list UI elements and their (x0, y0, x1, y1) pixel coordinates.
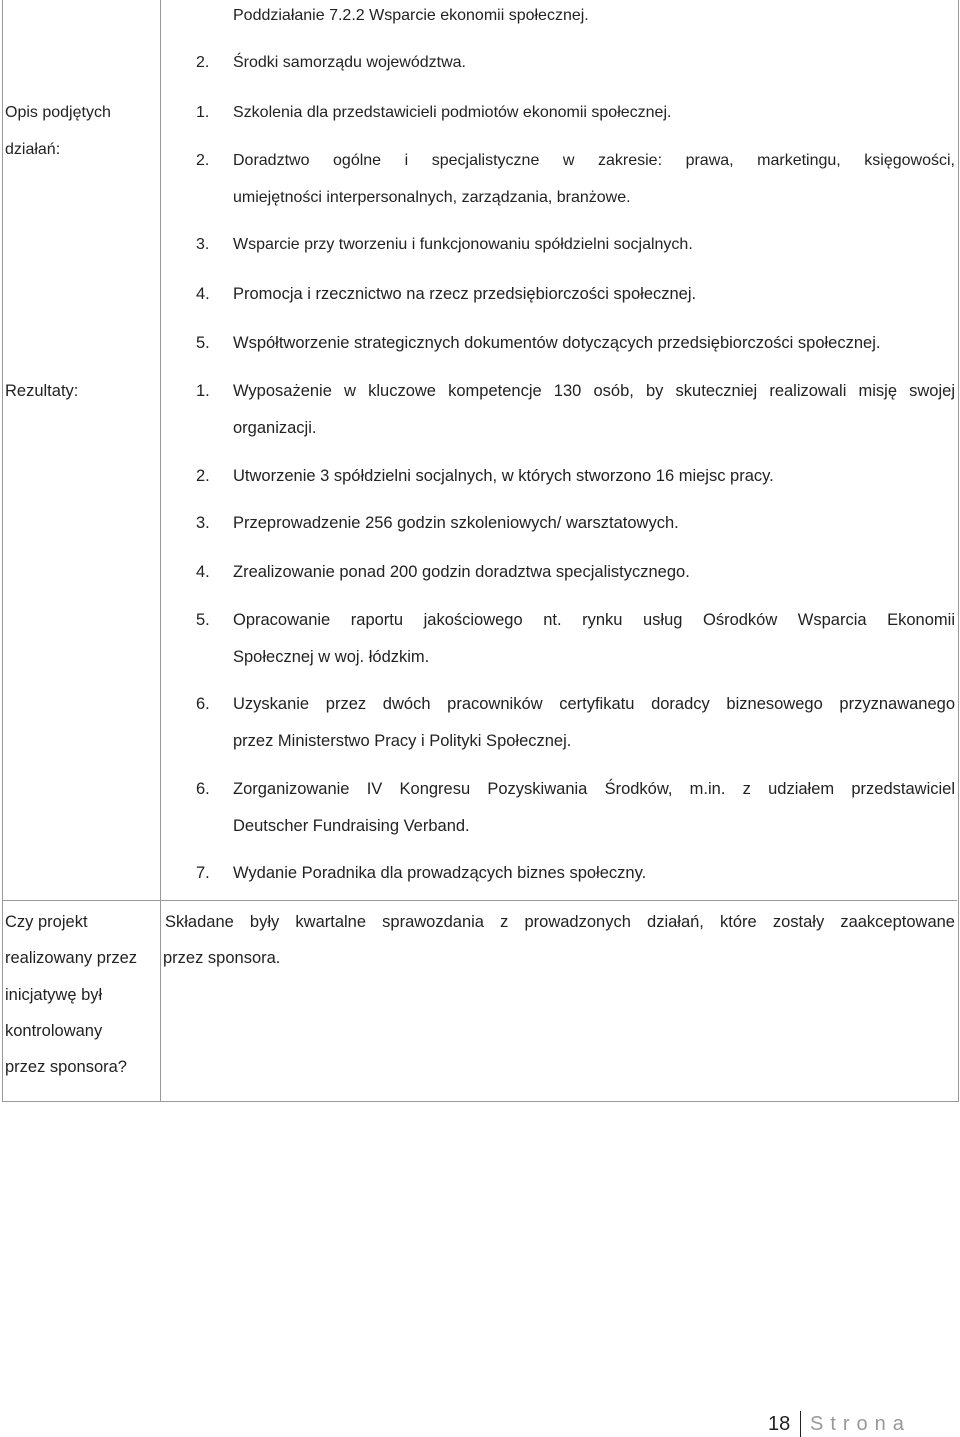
list-item-text: Promocja i rzecznictwo na rzecz przedsiębiorczości społecznej. (233, 285, 697, 303)
section-label-opis: Opis podjętych (5, 104, 111, 121)
section-label-kontrola: Czy projekt (5, 913, 88, 931)
list-number: 4. (196, 563, 210, 581)
list-item-text: Opracowanie raportu jakościowego nt. rynku usług Ośrodków Wsparcia Ekonomii (233, 611, 955, 629)
column-divider-lower (160, 900, 161, 1101)
list-item-text: Szkolenia dla przedstawicieli podmiotów ekonomii społecznej. (233, 104, 672, 121)
list-number: 5. (196, 611, 210, 629)
list-number: 1. (196, 382, 210, 400)
list-number: 4. (196, 285, 210, 303)
list-item-text: Środki samorządu województwa. (233, 54, 466, 71)
list-item-text: Wyposażenie w kluczowe kompetencje 130 osób, by skuteczniej realizowali misję swojej (233, 382, 955, 400)
list-number: 3. (196, 514, 210, 532)
list-number: 5. (196, 334, 210, 352)
section-label-kontrola-line: realizowany przez (5, 949, 138, 967)
list-number: 6. (196, 780, 210, 798)
list-item-text: Przeprowadzenie 256 godzin szkoleniowych/ warsztatowych. (233, 514, 679, 532)
list-item-text: Wydanie Poradnika dla prowadzących biznes społeczny. (233, 864, 647, 882)
page-label: Strona (810, 1413, 911, 1435)
list-item-text: Zrealizowanie ponad 200 godzin doradztwa specjalistycznego. (233, 563, 690, 581)
row-divider-kontrola (2, 900, 957, 901)
list-item-text-cont: przez Ministerstwo Pracy i Polityki Społecznej. (233, 732, 572, 750)
list-number: 1. (196, 104, 210, 121)
section-label-kontrola-line: przez sponsora? (5, 1058, 127, 1076)
list-item-text-cont: organizacji. (233, 419, 317, 437)
kontrola-text: Składane były kwartalne sprawozdania z prowadzonych działań, które zostały zaakceptowane (165, 913, 955, 931)
list-item-text-cont: Społecznej w woj. łódzkim. (233, 648, 430, 666)
section-label-kontrola-line: kontrolowany (5, 1022, 103, 1040)
list-item-text: Utworzenie 3 spółdzielni socjalnych, w których stworzono 16 miejsc pracy. (233, 467, 774, 485)
page-number: 18 (768, 1413, 791, 1435)
column-divider-upper (160, 0, 161, 900)
list-item-text-cont: umiejętności interpersonalnych, zarządzania, branżowe. (233, 189, 631, 206)
list-number: 2. (196, 54, 210, 71)
page-number-separator (800, 1411, 801, 1437)
list-number: 2. (196, 467, 210, 485)
list-item-text: Doradztwo ogólne i specjalistyczne w zakresie: prawa, marketingu, księgowości, (233, 152, 955, 169)
list-item-text: Uzyskanie przez dwóch pracowników certyfikatu doradcy biznesowego przyznawanego (233, 695, 955, 713)
section-label-rezultaty: Rezultaty: (5, 382, 79, 400)
list-number: 6. (196, 695, 210, 713)
subaction-text: Poddziałanie 7.2.2 Wsparcie ekonomii społecznej. (233, 7, 589, 24)
section-label-kontrola-line: inicjatywę był (5, 986, 103, 1004)
list-item-text: Wsparcie przy tworzeniu i funkcjonowaniu spółdzielni socjalnych. (233, 236, 693, 253)
section-label-opis-line2: działań: (5, 141, 61, 158)
list-item-text: Współtworzenie strategicznych dokumentów dotyczących przedsiębiorczości społecznej. (233, 334, 881, 352)
kontrola-text-cont: przez sponsora. (163, 949, 281, 967)
list-item-text: Zorganizowanie IV Kongresu Pozyskiwania Środków, m.in. z udziałem przedstawiciel (233, 780, 955, 798)
list-number: 7. (196, 864, 210, 882)
list-number: 3. (196, 236, 210, 253)
list-item-text-cont: Deutscher Fundraising Verband. (233, 817, 470, 835)
list-number: 2. (196, 152, 210, 169)
